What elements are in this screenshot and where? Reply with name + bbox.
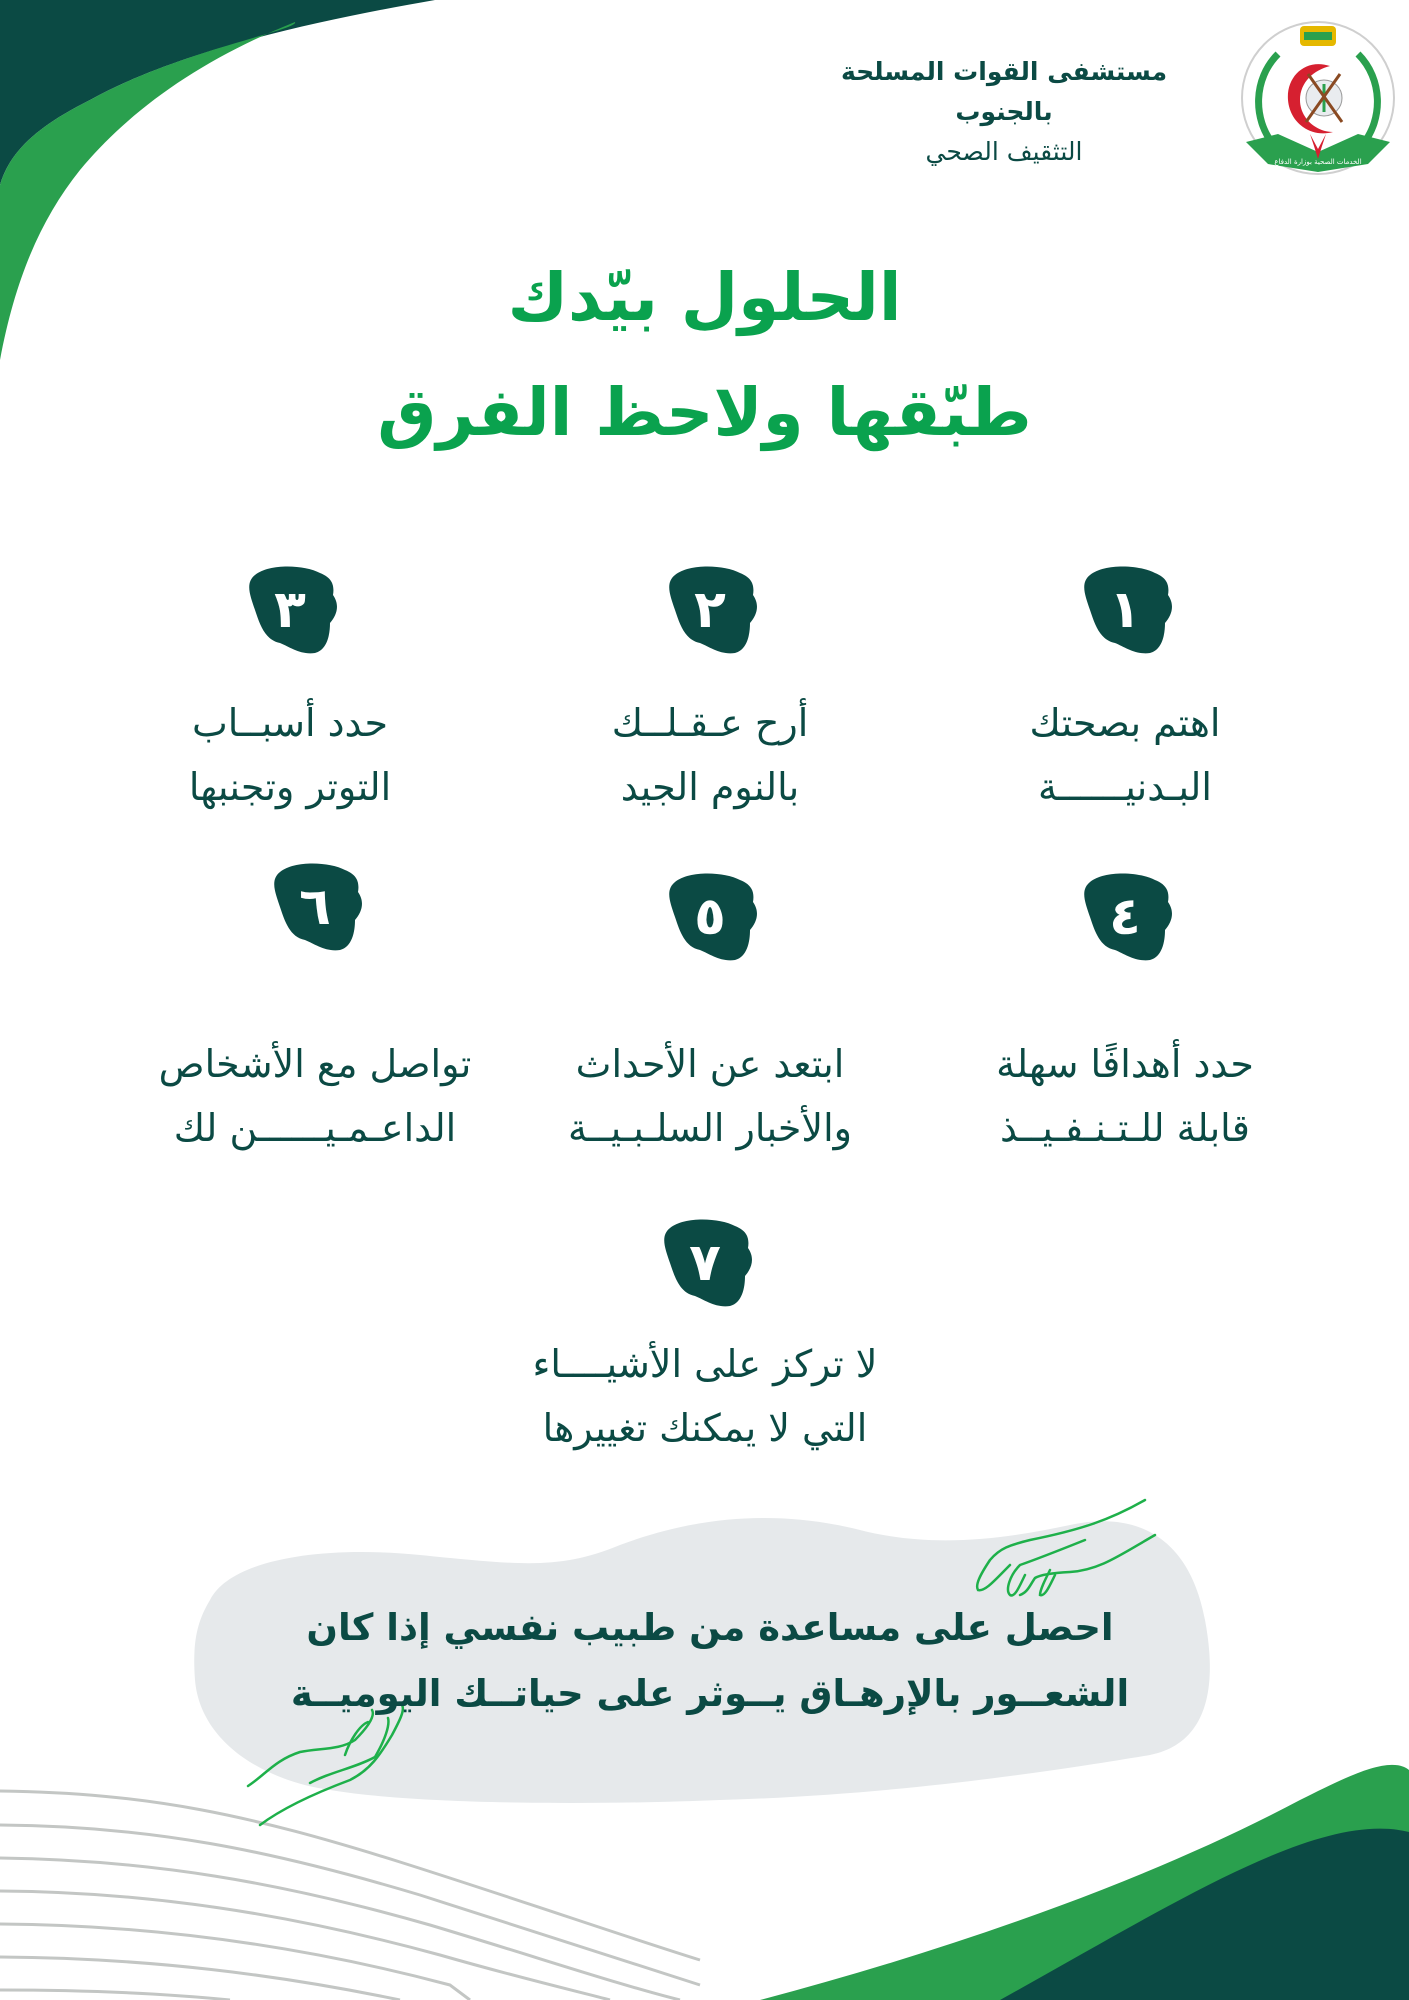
- step-item-5: [545, 862, 875, 1160]
- logo-caption: الخدمات الصحية بوزارة الدفاع: [1274, 158, 1362, 166]
- title-line-2: طبّقها ولاحظ الفرق: [377, 374, 1032, 451]
- step-text-line-2: البـدنيــــــة: [1038, 765, 1212, 809]
- title-line-1: الحلول بيّدك: [507, 259, 902, 336]
- step-item-4: [960, 862, 1290, 1160]
- step-text-line-1: أرح عـقـلــك: [611, 701, 809, 745]
- step-text-line-1: لا تركز على الأشيــــاء: [532, 1342, 878, 1386]
- step-item-2: [545, 555, 875, 819]
- callout-message: [230, 1595, 1190, 1727]
- step-text-line-2: التي لا يمكنك تغييرها: [542, 1406, 868, 1450]
- step-number-badge: ٤: [1070, 862, 1180, 972]
- page-title: [0, 240, 1409, 470]
- step-number-badge: ٦: [260, 852, 370, 962]
- step-text-line-2: والأخبار السلـبـيــة: [568, 1106, 852, 1150]
- step-text-line-2: بالنوم الجيد: [620, 765, 800, 809]
- step-text-line-2: التوتر وتجنبها: [188, 765, 392, 809]
- organization-name: مستشفى القوات المسلحة بالجنوب: [840, 57, 1168, 126]
- step-text-line-2: الداعـمـيــــــن لك: [173, 1106, 457, 1150]
- step-text-line-1: ابتعد عن الأحداث: [575, 1042, 845, 1086]
- ministry-emblem-logo: [1238, 14, 1398, 182]
- step-item-7: [505, 1208, 905, 1460]
- step-text-line-1: تواصل مع الأشخاص: [158, 1042, 472, 1086]
- step-number-badge: ٥: [655, 862, 765, 972]
- step-number-badge: ١: [1070, 555, 1180, 665]
- callout-line-2: الشعــور بالإرهـاق يــوثر على حياتــك اليوميــة: [290, 1672, 1130, 1715]
- wave-lines: [0, 1791, 700, 2000]
- step-item-6: [125, 852, 505, 1160]
- step-text-line-1: اهتم بصحتك: [1029, 701, 1221, 745]
- step-item-3: [125, 555, 455, 819]
- header: [794, 52, 1214, 172]
- callout-line-1: احصل على مساعدة من طبيب نفسي إذا كان: [306, 1606, 1114, 1649]
- step-text-line-2: قابلة للـتـنـفـيــذ: [1000, 1106, 1250, 1150]
- step-number-badge: ٢: [655, 555, 765, 665]
- step-number-badge: ٧: [650, 1208, 760, 1318]
- step-number-badge: ٣: [235, 555, 345, 665]
- step-item-1: [960, 555, 1290, 819]
- department-name: التثقيف الصحي: [925, 137, 1083, 166]
- step-text-line-1: حدد أهدافًا سهلة: [996, 1042, 1254, 1086]
- step-text-line-1: حدد أسبــاب: [192, 701, 388, 745]
